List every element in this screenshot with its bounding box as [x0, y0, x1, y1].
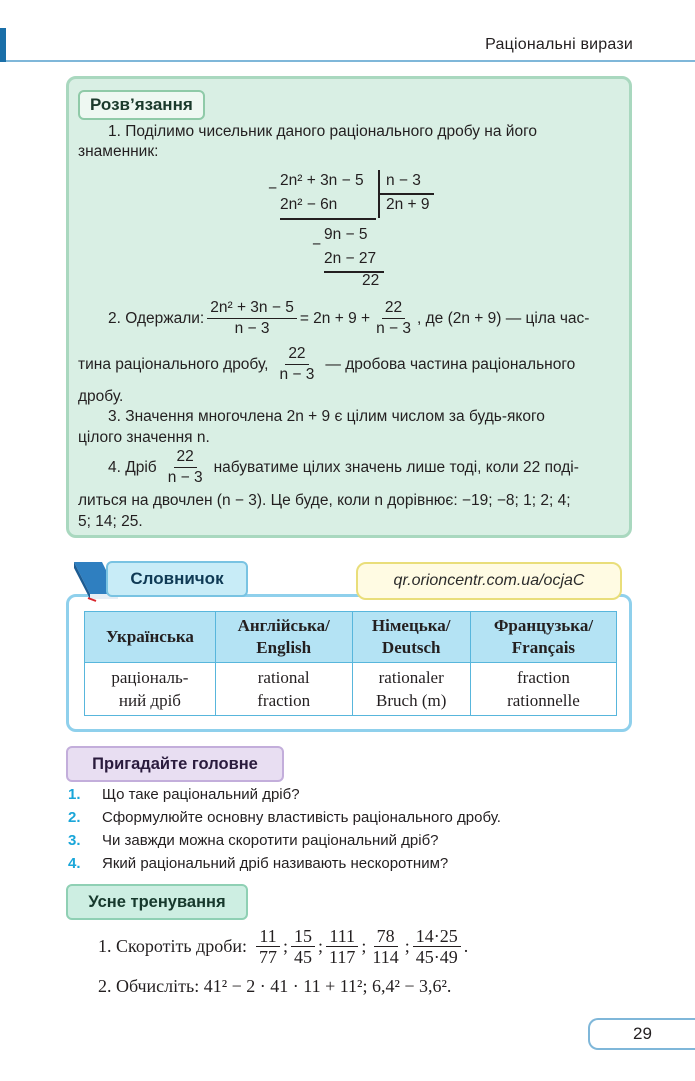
header-rule	[6, 60, 695, 62]
p2-line2-fraction	[276, 344, 317, 385]
p2-line2-frac-num: 22	[285, 344, 308, 365]
qr-link[interactable]: qr.orioncentr.com.ua/ocjaC	[356, 562, 622, 600]
remember-heading: Пригадайте головне	[66, 746, 284, 782]
p4-frac-num: 22	[174, 447, 197, 468]
division-underline-1	[280, 218, 376, 220]
list-item: 1. Що таке раціональний дріб?	[68, 786, 300, 803]
p2-fraction-main	[207, 298, 297, 339]
cell-french: fraction rationnelle	[470, 663, 616, 716]
p2-fraction-rem	[373, 298, 414, 339]
solution-p4-line3: 5; 14; 25.	[78, 513, 143, 530]
p2-frac-num: 2n² + 3n − 5	[207, 298, 297, 319]
solution-p2	[108, 298, 628, 339]
p4-frac-den: n − 3	[167, 469, 203, 486]
solution-p2-line3: дробу.	[78, 388, 124, 405]
solution-heading: Розв’язання	[78, 90, 205, 120]
oral-task-2: 2. Обчисліть: 41² − 2 · 41 · 11 + 11²; 6,4² − 3,6².	[98, 976, 452, 996]
solution-p4-line2: литься на двочлен (n − 3). Це буде, коли n дорівнює: −19; −8; 1; 2; 4;	[78, 492, 571, 509]
separator: ;	[318, 936, 324, 956]
oral-fraction: $\frac{11}{77}$	[256, 926, 280, 967]
list-item: 2. Сформулюйте основну властивість раціонального дробу.	[68, 809, 501, 826]
remember-list	[68, 786, 501, 878]
separator: ;	[404, 936, 410, 956]
cell-english: rational fraction	[215, 663, 352, 716]
col-french: Французька/ Français	[470, 612, 616, 663]
division-sub2: 2n − 27	[324, 250, 377, 267]
running-title: Раціональні вирази	[485, 36, 633, 53]
page-number: 29	[588, 1018, 695, 1050]
p2-frac2-num: 22	[382, 298, 405, 319]
p2-line2-end: — дробова частина раціонального	[325, 355, 576, 373]
end-period: .	[463, 936, 469, 956]
oral-heading: Усне тренування	[66, 884, 248, 920]
oral-fraction: $\frac{15}{45}$	[291, 926, 315, 967]
solution-p1b: знаменник:	[78, 143, 159, 160]
vocabulary-header-row	[85, 612, 617, 663]
division-sub1: 2n² − 6n	[280, 196, 338, 213]
solution-p2-line2	[78, 344, 623, 385]
p2-frac2-den: n − 3	[376, 320, 411, 337]
p4-fraction	[165, 447, 206, 488]
task1-label: 1. Скоротіть дроби:	[98, 936, 247, 956]
col-german: Німецька/ Deutsch	[352, 612, 470, 663]
p4-end: набуватиме цілих значень лише тоді, коли 22 поді-	[213, 458, 579, 476]
p2-start: 2. Одержали:	[108, 309, 205, 327]
list-item: 4. Який раціональний дріб називають нескоротним?	[68, 855, 449, 872]
p2-end: , де (2n + 9) — ціла час-	[416, 309, 590, 327]
oral-task-1	[98, 926, 468, 967]
vocabulary-row	[85, 663, 617, 716]
solution-p4	[108, 447, 628, 488]
header-accent-bar	[0, 28, 6, 62]
oral-fraction: $\frac{111}{117}$	[326, 926, 358, 967]
oral-fraction: $\frac{14\cdot 25}{45\cdot 49}$	[413, 926, 461, 967]
list-item: 3. Чи завжди можна скоротити раціональний дріб?	[68, 832, 439, 849]
p2-line2-frac-den: n − 3	[279, 366, 315, 383]
division-minus-1: −	[268, 180, 278, 197]
vocabulary-table	[84, 611, 617, 716]
division-minus-2: −	[312, 236, 322, 253]
division-dividend: 2n² + 3n − 5	[280, 172, 364, 189]
separator: ;	[361, 936, 367, 956]
division-quotient: 2n + 9	[386, 196, 430, 213]
solution-p3-line1: 3. Значення многочлена 2n + 9 є цілим числом за будь-якого	[108, 408, 545, 425]
p2-frac-den: n − 3	[234, 320, 270, 337]
col-ukrainian: Українська	[85, 612, 216, 663]
division-divisor: n − 3	[386, 172, 421, 189]
cell-ukrainian: раціональ- ний дріб	[85, 663, 216, 716]
p2-eq: = 2n + 9 +	[299, 309, 371, 327]
solution-p3-line2: цілого значення n.	[78, 429, 210, 446]
oral-fraction: $\frac{78}{114}$	[372, 926, 399, 967]
p2-line2-start: тина раціонального дробу,	[78, 355, 269, 373]
cell-german: rationaler Bruch (m)	[352, 663, 470, 716]
separator: ;	[283, 936, 289, 956]
division-rem1: 9n − 5	[324, 226, 368, 243]
division-rem2: 22	[362, 272, 380, 289]
solution-p1: 1. Поділимо чисельник даного раціонального дробу на його	[108, 123, 538, 140]
col-english: Англійська/ English	[215, 612, 352, 663]
p4-start: 4. Дріб	[108, 458, 157, 476]
vocabulary-heading: Словничок	[106, 561, 248, 597]
